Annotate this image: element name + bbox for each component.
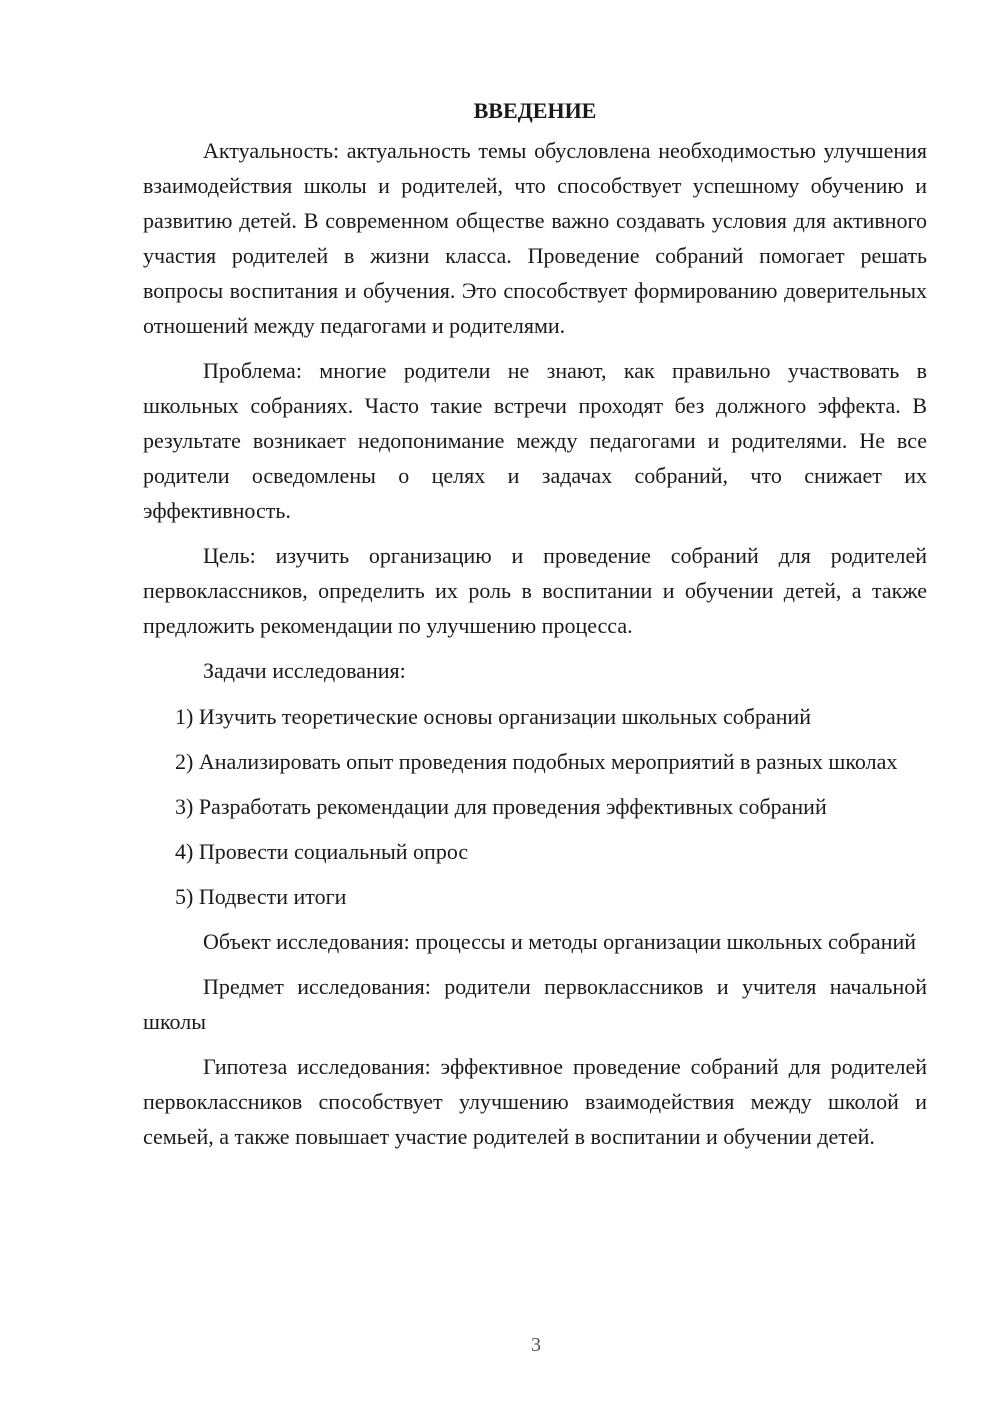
hypothesis-paragraph: Гипотеза исследования: эффективное проведение собраний для родителей первоклассников способствует улучшению взаимодействия между школой и семьей, а также повышает участие родителей в воспитании и обучении детей.	[143, 1054, 927, 1149]
page-number: 3	[531, 1334, 541, 1356]
object-paragraph: Объект исследования: процессы и методы организации школьных собраний	[203, 929, 917, 954]
task-item: 3) Разработать рекомендации для проведения эффективных собраний	[175, 794, 827, 819]
task-item: 5) Подвести итоги	[175, 884, 347, 909]
subject-paragraph: Предмет исследования: родители первоклассников и учителя начальной школы	[143, 974, 927, 1034]
problem-paragraph: Проблема: многие родители не знают, как правильно участвовать в школьных собраниях. Часто такие встречи проходят без должного эффекта. В результате возникает недопонимание между педагогами и родителями. Не все родители осведомлены о целях и задачах собраний, что снижает их эффективность.	[143, 358, 927, 523]
page-title: ВВЕДЕНИЕ	[473, 98, 597, 123]
task-item: 2) Анализировать опыт проведения подобных мероприятий в разных школах	[175, 749, 898, 774]
task-item: 4) Провести социальный опрос	[175, 839, 469, 864]
tasks-heading: Задачи исследования:	[203, 658, 406, 683]
relevance-paragraph: Актуальность: актуальность темы обусловлена необходимостью улучшения взаимодействия школы и родителей, что способствует успешному обучению и развитию детей. В современном обществе важно создавать условия для активного участия родителей в жизни класса. Проведение собраний помогает решать вопросы воспитания и обучения. Это способствует формированию доверительных отношений между педагогами и родителями.	[143, 138, 927, 338]
goal-paragraph: Цель: изучить организацию и проведение собраний для родителей первоклассников, определить их роль в воспитании и обучении детей, а также предложить рекомендации по улучшению процесса.	[143, 543, 927, 638]
task-item: 1) Изучить теоретические основы организации школьных собраний	[175, 704, 812, 729]
document-body	[143, 93, 927, 1164]
